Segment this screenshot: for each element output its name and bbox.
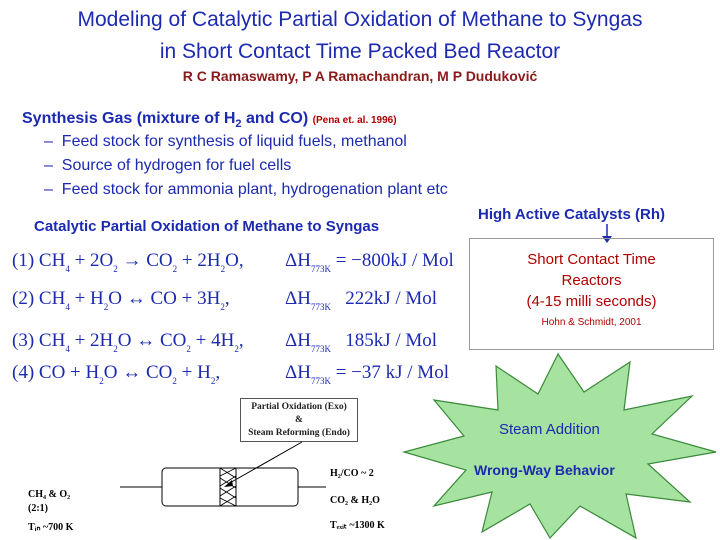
bullet-item xyxy=(44,157,291,175)
bullet-item xyxy=(44,181,448,199)
eq-number: (3) xyxy=(12,330,35,351)
eq-term: → CO xyxy=(117,250,173,271)
eq-sub: 2 xyxy=(220,302,225,312)
short-contact-line-2: Reactors xyxy=(561,272,622,289)
eq-sub: 2 xyxy=(113,264,118,274)
eq-sub: 2 xyxy=(172,376,177,386)
eq-term: + 4H xyxy=(190,330,235,351)
high-active-catalysts: High Active Catalysts (Rh) xyxy=(478,206,665,223)
eq-sub: 2 xyxy=(172,264,178,274)
eq-sub: 4 xyxy=(65,264,70,274)
starburst-shape xyxy=(400,352,720,540)
eq-term: CH xyxy=(38,288,66,309)
authors: R C Ramaswamy, P A Ramachandran, M P Duduković xyxy=(182,68,538,84)
eq-sub: 2 xyxy=(186,344,191,354)
short-contact-line-3: (4-15 milli seconds) xyxy=(526,293,657,310)
eq-sub: 2 xyxy=(113,344,118,354)
eq-term: O, xyxy=(225,250,244,271)
reaction-box xyxy=(240,398,358,442)
delta-h: ΔH xyxy=(285,362,311,383)
reaction-line-2: & xyxy=(295,415,303,425)
bullet-dash: – xyxy=(44,133,53,150)
eq-term: CH xyxy=(38,250,66,271)
title-line-1: Modeling of Catalytic Partial Oxidation of Methane to Syngas xyxy=(77,8,643,31)
reactor-diagram xyxy=(120,440,340,540)
h2-co-ratio: H₂/CO ~ 2 xyxy=(330,468,374,479)
eq-term: , xyxy=(215,362,221,383)
eq-term: CO + H xyxy=(38,362,100,383)
feed-ratio: (2:1) xyxy=(28,503,48,514)
enthalpy-1 xyxy=(285,250,454,274)
eq-number: (1) xyxy=(12,250,35,271)
eq-term: CH xyxy=(38,330,66,351)
short-contact-line-1: Short Contact Time xyxy=(527,251,656,268)
enthalpy-2 xyxy=(285,288,437,312)
bullet-item xyxy=(44,133,407,151)
eq-term: + H xyxy=(176,362,211,383)
synthesis-heading-post: and CO) xyxy=(241,110,309,127)
eq-term: + 2H xyxy=(177,250,221,271)
eq-term: , xyxy=(238,330,244,351)
reaction-line-1: Partial Oxidation (Exo) xyxy=(251,402,347,412)
eq-term: + 2O xyxy=(69,250,114,271)
enthalpy-3 xyxy=(285,330,437,354)
exit-temperature: Tₑₓᵢₜ ~1300 K xyxy=(330,520,385,531)
reaction-line-3: Steam Reforming (Endo) xyxy=(248,428,350,438)
title-line-2: in Short Contact Time Packed Bed Reactor xyxy=(159,40,561,63)
bullet-text: Source of hydrogen for fuel cells xyxy=(61,157,292,174)
eq-number: (2) xyxy=(12,288,35,309)
eq-sub: 773K xyxy=(310,376,331,386)
bullet-dash: – xyxy=(44,181,53,198)
enthalpy-value: = −37 kJ / Mol xyxy=(335,362,449,383)
bullet-dash: – xyxy=(44,157,53,174)
equation-3 xyxy=(12,330,244,354)
eq-sub: 2 xyxy=(210,376,216,386)
eq-sub: 4 xyxy=(65,344,70,354)
eq-term: O ↔ CO xyxy=(117,330,187,351)
synthesis-heading xyxy=(22,110,397,130)
feed-composition: CH₄ & O₂ xyxy=(28,489,71,500)
steam-addition-label: Steam Addition xyxy=(499,421,600,438)
product-gases: CO₂ & H₂O xyxy=(330,495,380,506)
eq-sub: 773K xyxy=(310,344,331,354)
eq-sub: 2 xyxy=(234,344,239,354)
eq-sub: 4 xyxy=(65,302,70,312)
delta-h: ΔH xyxy=(285,330,311,351)
eq-sub: 2 xyxy=(103,302,109,312)
equation-4 xyxy=(12,362,220,386)
synthesis-heading-sub: 2 xyxy=(235,118,242,130)
delta-h: ΔH xyxy=(285,288,311,309)
eq-sub: 773K xyxy=(310,264,331,274)
eq-term: , xyxy=(224,288,230,309)
bullet-text: Feed stock for ammonia plant, hydrogenation plant etc xyxy=(61,181,448,198)
inlet-temperature: Tᵢₙ ~700 K xyxy=(28,522,74,533)
eq-term: O ↔ CO xyxy=(103,362,173,383)
equation-2 xyxy=(12,288,230,312)
delta-h: ΔH xyxy=(285,250,311,271)
enthalpy-value: 185kJ / Mol xyxy=(345,330,438,351)
synthesis-citation: (Pena et. al. 1996) xyxy=(312,115,397,126)
wrong-way-behavior-label: Wrong-Way Behavior xyxy=(474,462,615,478)
bullet-text: Feed stock for synthesis of liquid fuels, methanol xyxy=(61,133,407,150)
eq-term: O ↔ CO + 3H xyxy=(108,288,221,309)
cpo-heading: Catalytic Partial Oxidation of Methane to Syngas xyxy=(34,218,380,235)
enthalpy-value: 222kJ / Mol xyxy=(345,288,438,309)
eq-sub: 2 xyxy=(99,376,104,386)
eq-term: + H xyxy=(69,288,104,309)
eq-sub: 2 xyxy=(220,264,226,274)
equation-1 xyxy=(12,250,244,274)
synthesis-heading-pre: Synthesis Gas (mixture of H xyxy=(22,110,236,127)
eq-number: (4) xyxy=(12,362,35,383)
eq-term: + 2H xyxy=(69,330,114,351)
enthalpy-value: = −800kJ / Mol xyxy=(335,250,454,271)
hohn-citation: Hohn & Schmidt, 2001 xyxy=(541,317,642,328)
eq-sub: 773K xyxy=(310,302,331,312)
